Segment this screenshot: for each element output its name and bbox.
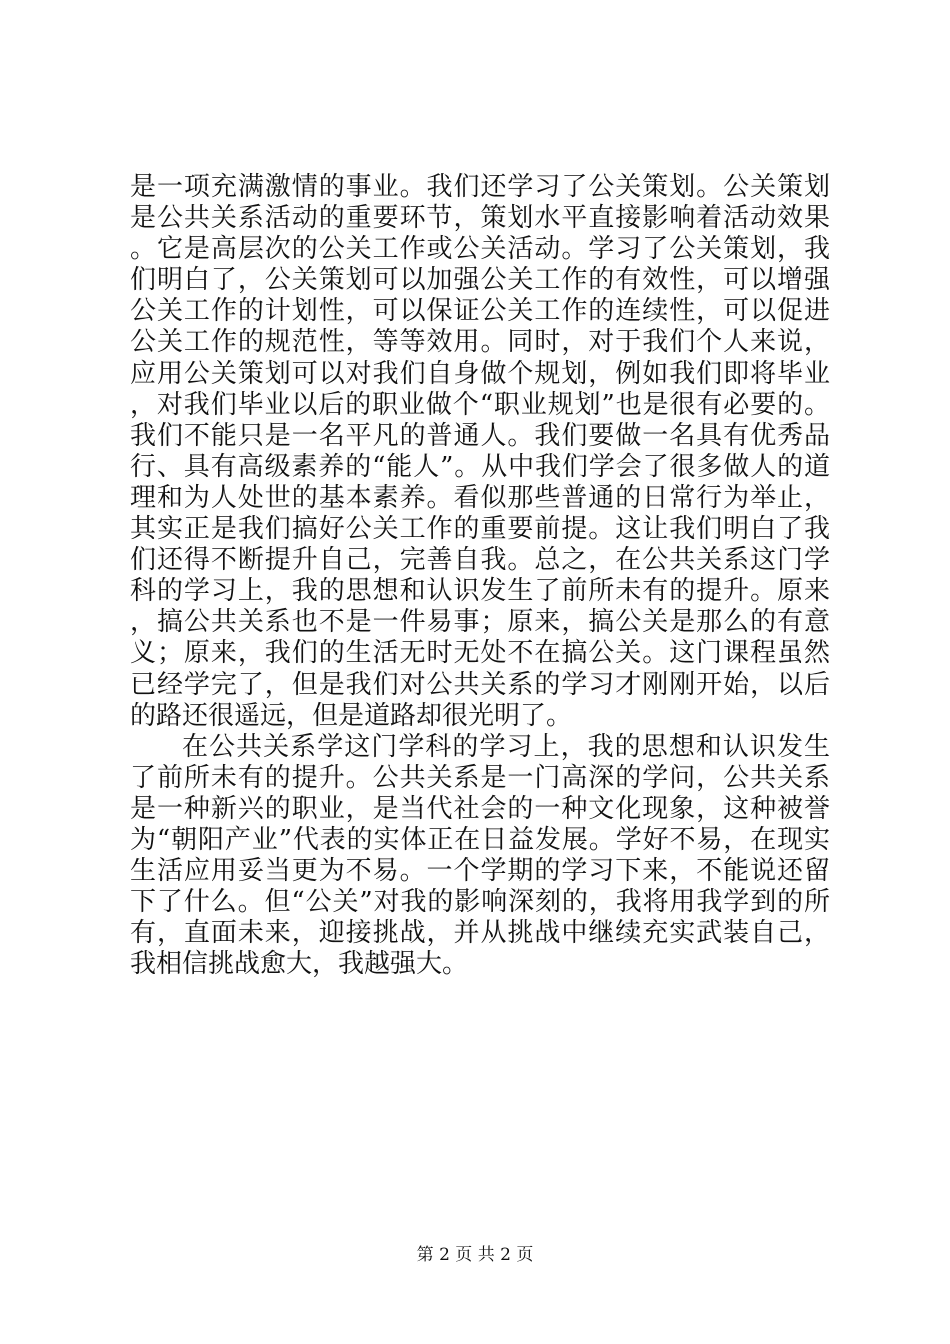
paragraph-conclusion: 在公共关系学这门学科的学习上，我的思想和认识发生了前所未有的提升。公共关系是一门高深的学问，公共关系是一种新兴的职业，是当代社会的一种文化现象，这种被誉为“朝阳产业”代表的实体正在日益发展。学好不易，在现实生活应用妥当更为不易。一个学期的学习下来，不能说还留下了什么。但“公关”对我的影响深刻的，我将用我学到的所有，直面未来，迎接挑战，并从挑战中继续充实武装自己，我相信挑战愈大，我越强大。: [130, 731, 830, 980]
paragraph-continued: 是一项充满激情的事业。我们还学习了公关策划。公关策划是公共关系活动的重要环节，策划水平直接影响着活动效果。它是高层次的公关工作或公关活动。学习了公关策划，我们明白了，公关策划可以加强公关工作的有效性，可以增强公关工作的计划性，可以保证公关工作的连续性，可以促进公关工作的规范性，等等效用。同时，对于我们个人来说，应用公关策划可以对我们自身做个规划，例如我们即将毕业，对我们毕业以后的职业做个“职业规划”也是很有必要的。我们不能只是一名平凡的普通人。我们要做一名具有优秀品行、具有高级素养的“能人”。从中我们学会了很多做人的道理和为人处世的基本素养。看似那些普通的日常行为举止，其实正是我们搞好公关工作的重要前提。这让我们明白了我们还得不断提升自己，完善自我。总之，在公共关系这门学科的学习上，我的思想和认识发生了前所未有的提升。原来，搞公共关系也不是一件易事；原来，搞公关是那么的有意义；原来，我们的生活无时无处不在搞公关。这门课程虽然已经学完了，但是我们对公共关系的学习才刚刚开始，以后的路还很遥远，但是道路却很光明了。: [130, 172, 830, 731]
document-body: [130, 172, 830, 980]
page-footer: 第 2 页 共 2 页: [416, 1245, 534, 1265]
